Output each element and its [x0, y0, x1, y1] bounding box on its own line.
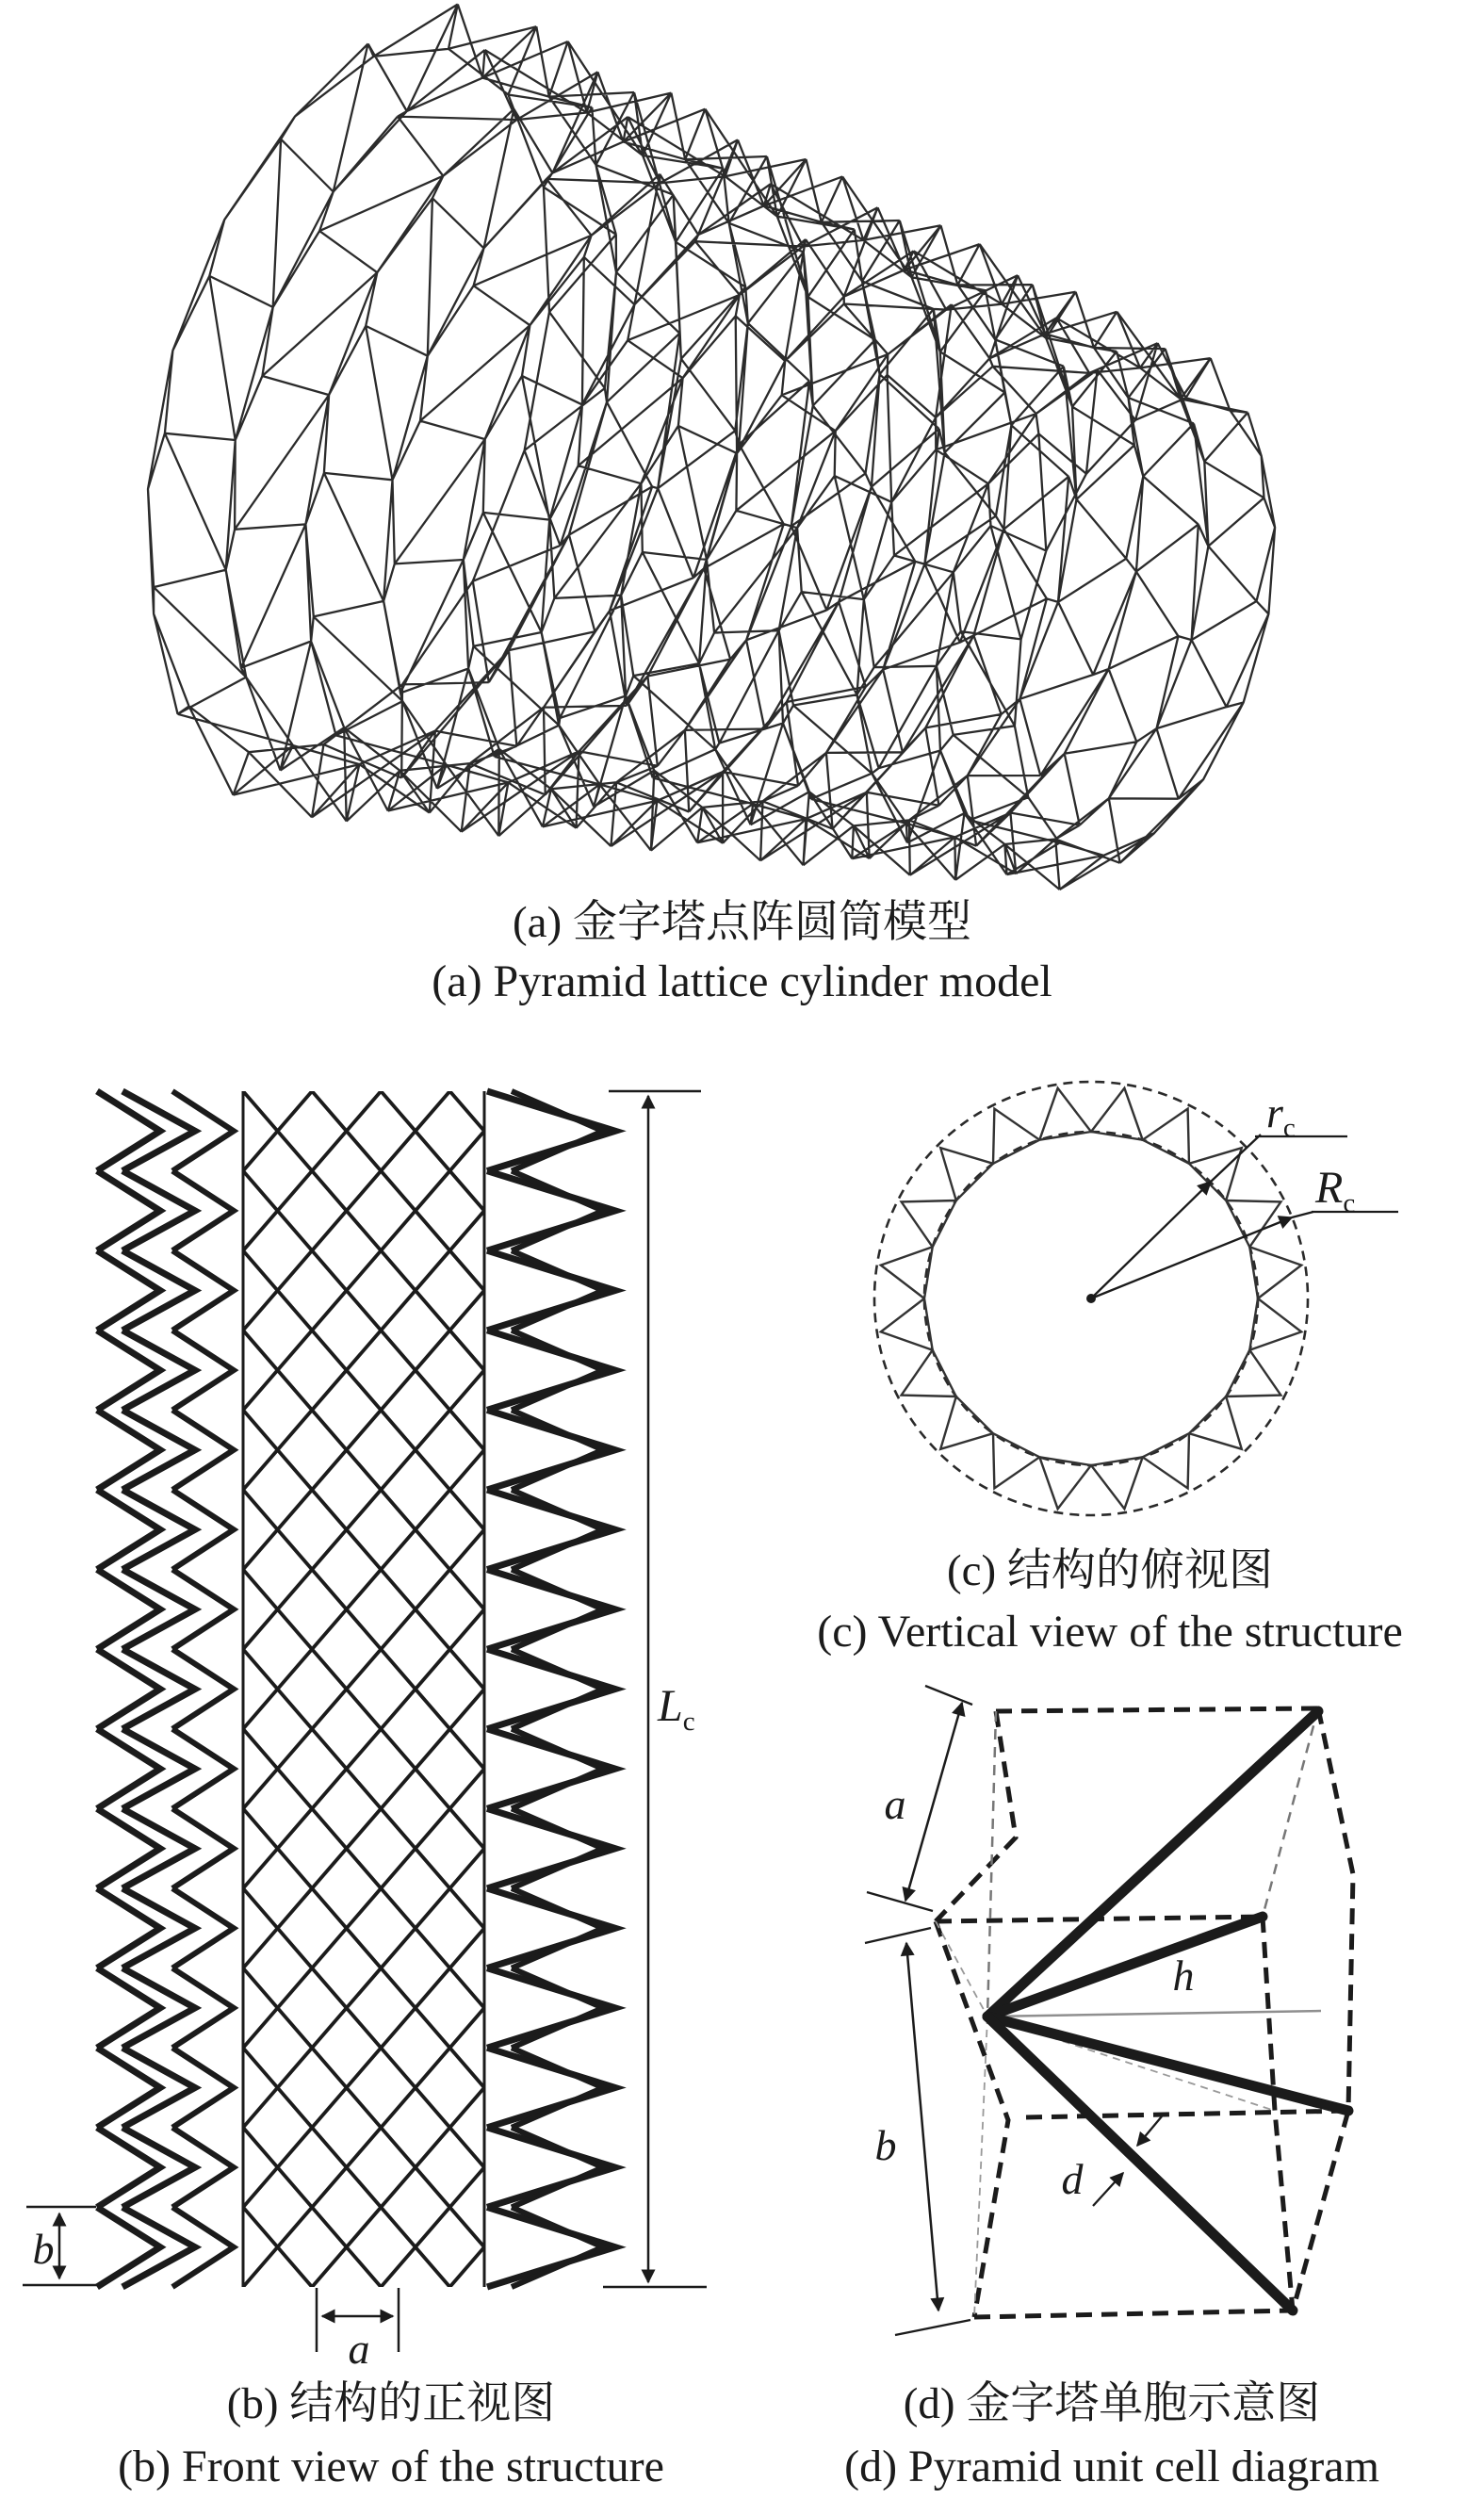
label-cylinder-length: $L_c$ [658, 1681, 695, 1737]
label-front-b: b [32, 2225, 55, 2273]
unit-cell [865, 1686, 1353, 2335]
caption-b-en: (b) Front view of the structure [118, 2442, 664, 2491]
caption-d-en: (d) Pyramid unit cell diagram [844, 2442, 1379, 2491]
label-inner-radius: $r_c$ [1266, 1088, 1296, 1143]
label-cell-h: h [1172, 1952, 1195, 2000]
caption-b-zh: (b) 结构的正视图 [226, 2379, 556, 2428]
caption-c-en: (c) Vertical view of the structure [817, 1607, 1403, 1657]
caption-d-zh: (d) 金字塔单胞示意图 [903, 2379, 1321, 2428]
label-front-a: a [348, 2325, 370, 2373]
caption-a-en: (a) Pyramid lattice cylinder model [432, 956, 1052, 1006]
label-cell-b: b [874, 2121, 897, 2169]
top-view [874, 1082, 1398, 1515]
caption-c-zh: (c) 结构的俯视图 [947, 1546, 1273, 1595]
caption-a-zh: (a) 金字塔点阵圆筒模型 [513, 898, 971, 947]
front-view [23, 414, 707, 2515]
lattice-cylinder-3d [148, 5, 1275, 890]
label-cell-a: a [884, 1780, 906, 1828]
label-outer-radius: $R_c$ [1315, 1163, 1356, 1218]
label-strut-d: d [1061, 2155, 1084, 2203]
